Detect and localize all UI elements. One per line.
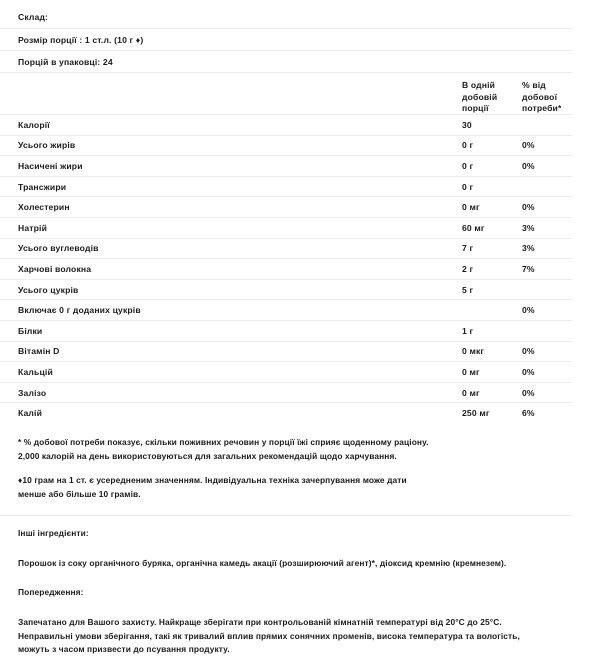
- nutrient-label: Вітамін D: [18, 346, 60, 357]
- other-ingredients-heading: Інші інгредієнти:: [18, 528, 89, 539]
- other-ingredients-section: [0, 527, 600, 570]
- nutrient-label: Холестерин: [18, 202, 70, 213]
- warning-section: [0, 586, 600, 656]
- table-row: [0, 135, 572, 156]
- column-header-daily-value: % від добової потреби*: [522, 80, 562, 114]
- table-row: [0, 217, 572, 238]
- daily-value-note-line-1: * % добової потреби показує, скільки поживних речовин у порції їжі сприяє щоденному раціону.: [18, 436, 429, 447]
- pre-warning-spacer: [0, 570, 600, 586]
- nutrient-amount: 0 мг: [462, 387, 480, 398]
- footnotes: [0, 436, 600, 501]
- nutrient-amount: 30: [462, 119, 472, 130]
- table-row: [0, 155, 572, 176]
- nutrient-label: Усього жирів: [18, 140, 76, 151]
- nutrient-daily-value: 0%: [522, 366, 535, 377]
- nutrient-label: Усього вуглеводів: [18, 243, 99, 254]
- diamond-note-line-1: ♦10 грам на 1 ст. є усередненим значенням. Індивідуальна техніка зачерпування може дати: [18, 475, 407, 486]
- nutrient-amount: 2 г: [462, 263, 474, 274]
- nutrient-daily-value: 0%: [522, 346, 535, 357]
- nutrient-label: Усього цукрів: [18, 284, 79, 295]
- table-row: [0, 258, 572, 279]
- warning-line-1: Запечатано для Вашого захисту. Найкраще зберігати при контрольованій кімнатній температурі від 20°C до 25°C.: [18, 617, 502, 628]
- post-divider-spacer: [0, 516, 600, 527]
- table-row: [0, 114, 572, 135]
- warning-line-2: Неправильні умови зберігання, такі як тривалий вплив прямих сонячних променів, висока температура та вологість,: [18, 630, 520, 641]
- nutrient-amount: 1 г: [462, 325, 474, 336]
- daily-value-note-line-2: 2,000 калорій на день використовуються для загальних рекомендацій щодо харчування.: [18, 450, 397, 461]
- table-row: [0, 341, 572, 362]
- table-row: [0, 361, 572, 382]
- composition-row: [0, 6, 572, 28]
- nutrient-label: Калій: [18, 408, 43, 419]
- pre-divider-spacer: [0, 501, 600, 515]
- table-row: [0, 402, 572, 423]
- nutrient-amount: 0 мг: [462, 202, 480, 213]
- nutrient-daily-value: 0%: [522, 387, 535, 398]
- composition-label: Склад:: [18, 12, 49, 22]
- nutrient-amount: 0 мкг: [462, 346, 485, 357]
- warning-line-3: можуть з часом призвести до псування продукту.: [18, 644, 230, 655]
- nutrient-daily-value: 0%: [522, 305, 535, 316]
- diamond-note-line-2: менше або більше 10 грамів.: [18, 488, 141, 499]
- nutrient-rows: [0, 114, 600, 423]
- nutrient-daily-value: 0%: [522, 140, 535, 151]
- nutrient-amount: 0 г: [462, 160, 474, 171]
- nutrient-label: Харчові волокна: [18, 263, 92, 274]
- serving-size-row: [0, 28, 572, 50]
- warning-gap: [18, 600, 574, 616]
- servings-per-container-row: [0, 50, 572, 72]
- nutrient-label: Включає 0 г доданих цукрів: [18, 305, 141, 316]
- table-row: [0, 196, 572, 217]
- nutrient-label: Трансжири: [18, 181, 67, 192]
- column-header-amount: В одній добовій порції: [462, 80, 498, 114]
- nutrient-daily-value: 0%: [522, 202, 535, 213]
- table-row: [0, 320, 572, 341]
- table-row: [0, 299, 572, 320]
- table-row: [0, 382, 572, 403]
- post-table-spacer: [0, 423, 600, 436]
- table-row: [0, 279, 572, 300]
- nutrient-label: Калорії: [18, 119, 50, 130]
- nutrient-daily-value: 3%: [522, 222, 535, 233]
- nutrient-amount: 7 г: [462, 243, 474, 254]
- nutrient-amount: 0 г: [462, 181, 474, 192]
- nutrient-amount: 250 мг: [462, 408, 490, 419]
- nutrient-amount: 5 г: [462, 284, 474, 295]
- nutrient-label: Натрій: [18, 222, 48, 233]
- nutrient-amount: 60 мг: [462, 222, 485, 233]
- nutrient-label: Білки: [18, 325, 43, 336]
- nutrient-label: Кальцій: [18, 366, 53, 377]
- nutrient-daily-value: 0%: [522, 160, 535, 171]
- warning-heading: Попередження:: [18, 587, 84, 598]
- other-ingredients-body: Порошок із соку органічного буряка, органічна камедь акації (розширюючий агент)*, діоксид кремнію (кремнезем).: [18, 557, 507, 568]
- table-column-header: [0, 72, 572, 114]
- nutrient-label: Залізо: [18, 387, 47, 398]
- nutrient-daily-value: 7%: [522, 263, 535, 274]
- nutrient-label: Насичені жири: [18, 160, 83, 171]
- servings-per-container-label: Порцій в упаковці: 24: [18, 56, 113, 67]
- serving-size-label: Розмір порції : 1 ст.л. (10 г ♦): [18, 34, 144, 45]
- table-row: [0, 176, 572, 197]
- nutrient-amount: 0 г: [462, 140, 474, 151]
- nutrient-amount: 0 мг: [462, 366, 480, 377]
- footnote-gap: [18, 463, 574, 474]
- table-row: [0, 238, 572, 259]
- nutrient-daily-value: 3%: [522, 243, 535, 254]
- other-ingredients-gap: [18, 541, 574, 557]
- nutrient-daily-value: 6%: [522, 408, 535, 419]
